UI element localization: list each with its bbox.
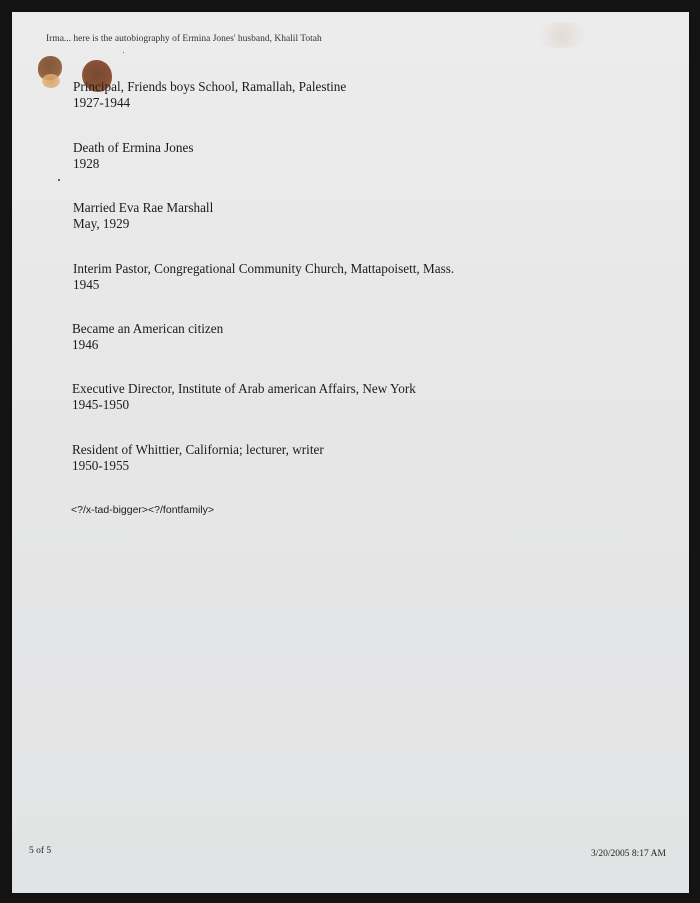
stray-markup-tag: <?/x-tad-bigger><?/fontfamily> (71, 504, 215, 516)
page-number: 5 of 5 (29, 846, 52, 856)
entry-date: 1945 (73, 277, 100, 292)
entry-date: 1950-1955 (72, 458, 130, 473)
header-note: Irma... here is the autobiography of Ermina Jones' husband, Khalil Totah (46, 34, 322, 44)
timeline-entry (73, 261, 454, 293)
entry-title: Interim Pastor, Congregational Community Church, Mattapoisett, Mass. (73, 261, 455, 276)
entry-title: Death of Ermina Jones (73, 140, 194, 155)
print-timestamp: 3/20/2005 8:17 AM (591, 849, 666, 859)
entry-date: May, 1929 (73, 216, 130, 231)
paper-speck (123, 52, 124, 53)
coffee-stain-left-drip (42, 74, 60, 88)
timeline-entry (73, 200, 213, 232)
entry-title: Became an American citizen (72, 321, 224, 336)
timeline-entry (72, 442, 324, 474)
entry-title: Resident of Whittier, California; lecturer, writer (72, 442, 324, 457)
paper-stain-faint (532, 22, 592, 48)
entry-date: 1945-1950 (72, 397, 130, 412)
paper-speck (58, 179, 60, 181)
timeline-entry (73, 79, 346, 111)
entry-date: 1946 (72, 337, 99, 352)
entry-date: 1928 (73, 156, 100, 171)
timeline-entry (72, 381, 416, 413)
timeline-entry (73, 140, 193, 172)
timeline-entry (72, 321, 223, 353)
entry-title: Executive Director, Institute of Arab american Affairs, New York (72, 381, 416, 396)
entry-title: Principal, Friends boys School, Ramallah, Palestine (73, 79, 347, 94)
entry-title: Married Eva Rae Marshall (73, 200, 214, 215)
entry-date: 1927-1944 (73, 95, 131, 110)
